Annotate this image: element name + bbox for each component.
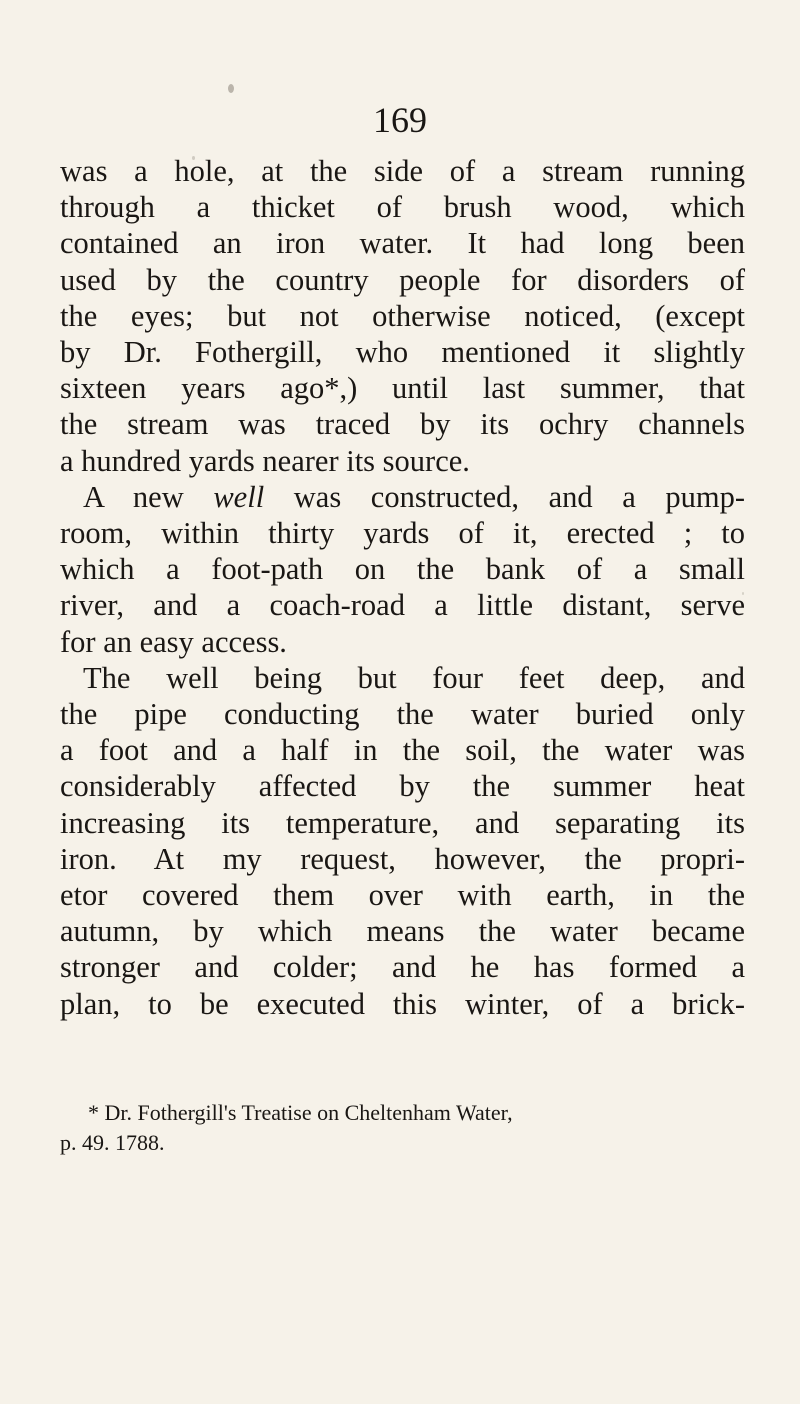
footnote-line: * Dr. Fothergill's Treatise on Cheltenham Water,: [88, 1100, 513, 1125]
footnote-line: p. 49. 1788.: [60, 1130, 165, 1155]
footnote: [60, 1098, 745, 1158]
text-line: used by the country people for disorders of: [60, 262, 745, 297]
text-line: by Dr. Fothergill, who mentioned it slightly: [60, 335, 745, 370]
text-line: a foot and a half in the soil, the water was: [60, 733, 745, 768]
text-line: which a foot-path on the bank of a small: [60, 552, 745, 587]
text-line: etor covered them over with earth, in the: [60, 878, 745, 913]
paper-speck: [192, 156, 195, 160]
paragraph-1: [60, 153, 745, 479]
text-line: plan, to be executed this winter, of a brick-: [60, 986, 745, 1021]
page-number: 169: [373, 100, 427, 140]
text-run: A new: [83, 479, 214, 514]
text-line: for an easy access.: [60, 624, 287, 659]
text-line: sixteen years ago*,) until last summer, that: [60, 371, 745, 406]
text-line: the stream was traced by its ochry channels: [60, 407, 745, 442]
text-line: river, and a coach-road a little distant, serve: [60, 588, 745, 623]
text-line: through a thicket of brush wood, which: [60, 190, 745, 225]
text-line: a hundred yards nearer its source.: [60, 443, 470, 478]
text-line: the eyes; but not otherwise noticed, (except: [60, 298, 745, 333]
text-line: stronger and colder; and he has formed a: [60, 950, 745, 985]
paragraph-2: [60, 479, 745, 660]
body-text: [60, 153, 745, 1022]
text-line: was a hole, at the side of a stream running: [60, 154, 745, 188]
text-line: increasing its temperature, and separating its: [60, 805, 745, 840]
text-line: considerably affected by the summer heat: [60, 769, 745, 804]
text-run: was constructed, and a pump-: [264, 479, 745, 514]
text-line: room, within thirty yards of it, erected ; to: [60, 516, 745, 551]
text-line: The well being but four feet deep, and: [83, 660, 745, 695]
paper-speck: [742, 592, 744, 595]
text-line: autumn, by which means the water became: [60, 914, 745, 949]
italic-word: well: [213, 479, 265, 514]
paper-speck: [228, 84, 234, 93]
paragraph-3: [60, 660, 745, 1022]
text-line: the pipe conducting the water buried only: [60, 697, 745, 732]
text-line: contained an iron water. It had long been: [60, 226, 745, 261]
text-line: [60, 479, 745, 515]
text-line: iron. At my request, however, the propri-: [60, 841, 745, 876]
